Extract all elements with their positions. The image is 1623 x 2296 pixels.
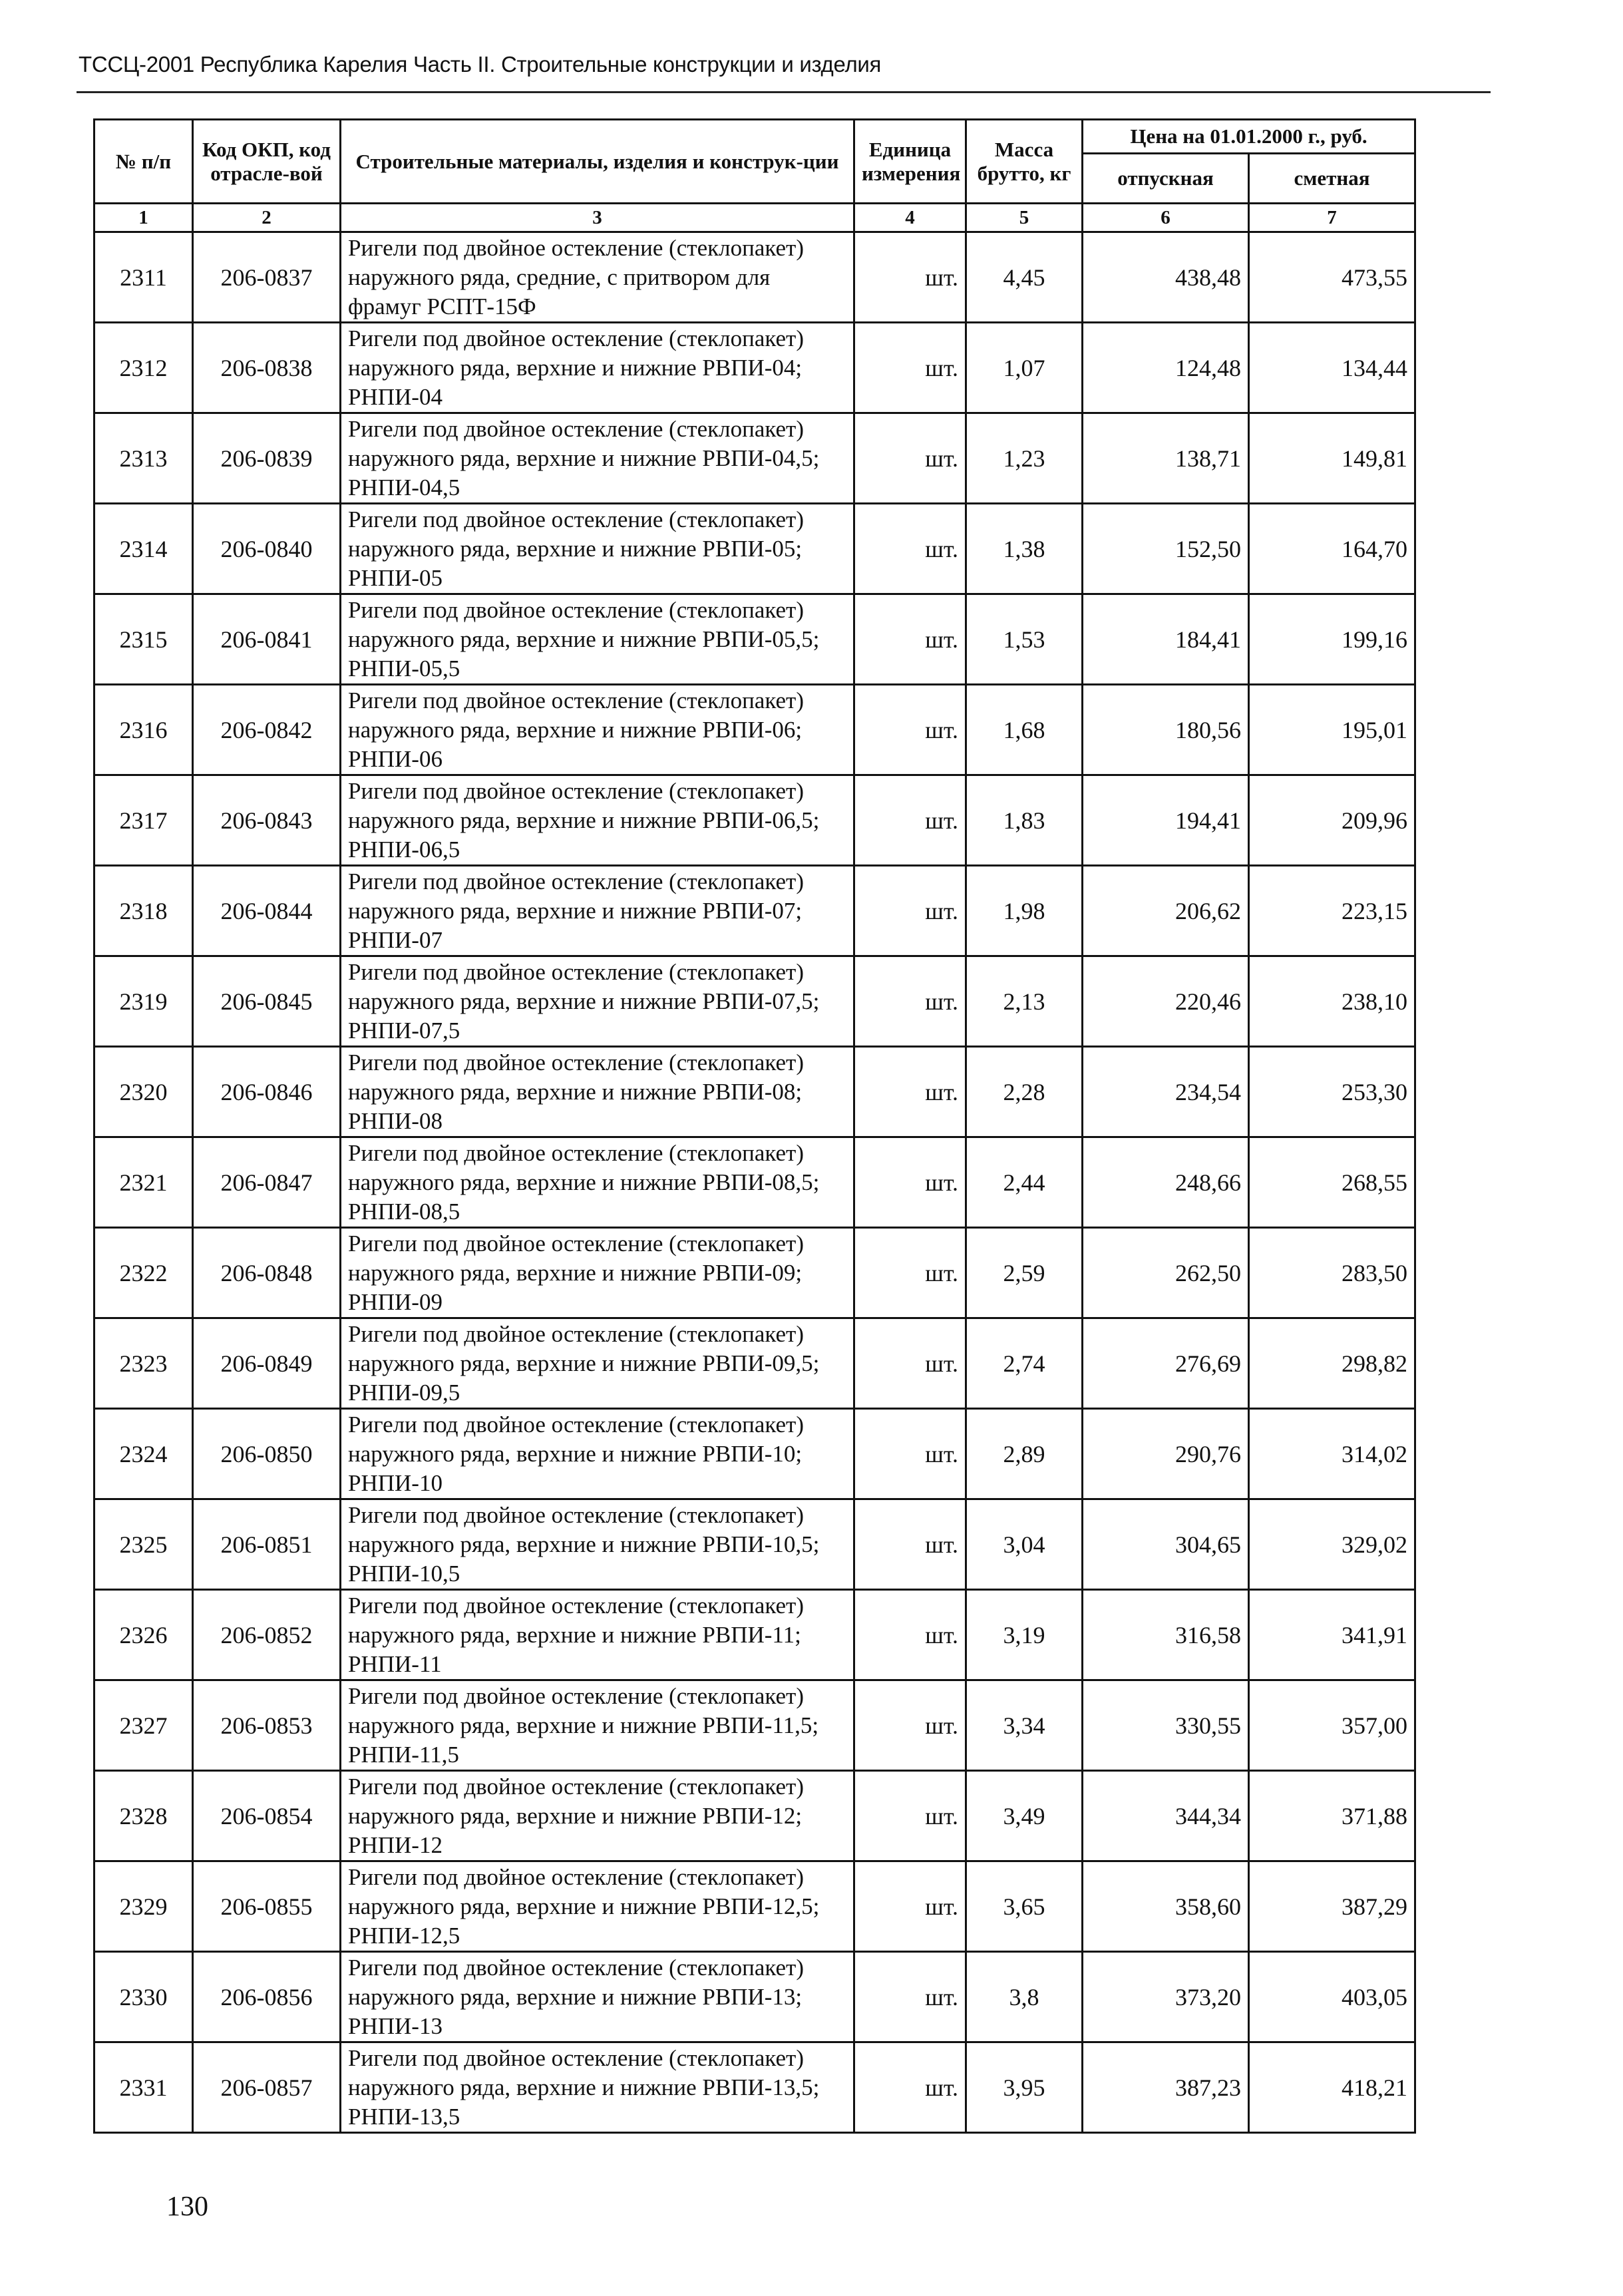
material-name-cell: Ригели под двойное остекление (стеклопакет) наружного ряда, верхние и нижние РВПИ-12; РНПИ-12 (341, 1771, 854, 1861)
material-name-cell: Ригели под двойное остекление (стеклопакет) наружного ряда, средние, с притвором для фрамуг РСПТ-15Ф (341, 232, 854, 323)
price-release-cell: 290,76 (1083, 1409, 1249, 1499)
okp-code-cell: 206-0848 (193, 1228, 341, 1318)
table-row (94, 1861, 1415, 1952)
material-name-cell: Ригели под двойное остекление (стеклопакет) наружного ряда, верхние и нижние РВПИ-10,5; РНПИ-10,5 (341, 1499, 854, 1590)
unit-of-measure-cell: шт. (854, 1952, 966, 2042)
column-header-unit: Единица измерения (854, 120, 966, 204)
price-estimate-cell: 164,70 (1249, 504, 1415, 594)
price-release-cell: 373,20 (1083, 1952, 1249, 2042)
table-row (94, 1409, 1415, 1499)
gross-mass-cell: 3,8 (966, 1952, 1083, 2042)
price-release-cell: 194,41 (1083, 775, 1249, 866)
unit-of-measure-cell: шт. (854, 1771, 966, 1861)
table-row (94, 504, 1415, 594)
price-estimate-cell: 195,01 (1249, 685, 1415, 775)
unit-of-measure-cell: шт. (854, 1047, 966, 1137)
gross-mass-cell: 1,07 (966, 323, 1083, 413)
okp-code-cell: 206-0844 (193, 866, 341, 956)
price-release-cell: 138,71 (1083, 413, 1249, 504)
table-row (94, 323, 1415, 413)
row-number-cell: 2321 (94, 1137, 193, 1228)
okp-code-cell: 206-0845 (193, 956, 341, 1047)
column-header-price-group: Цена на 01.01.2000 г., руб. (1083, 120, 1415, 154)
gross-mass-cell: 2,44 (966, 1137, 1083, 1228)
price-release-cell: 180,56 (1083, 685, 1249, 775)
row-number-cell: 2328 (94, 1771, 193, 1861)
table-row (94, 1318, 1415, 1409)
row-number-cell: 2320 (94, 1047, 193, 1137)
okp-code-cell: 206-0853 (193, 1680, 341, 1771)
price-estimate-cell: 314,02 (1249, 1409, 1415, 1499)
price-estimate-cell: 473,55 (1249, 232, 1415, 323)
price-release-cell: 358,60 (1083, 1861, 1249, 1952)
price-estimate-cell: 209,96 (1249, 775, 1415, 866)
row-number-cell: 2329 (94, 1861, 193, 1952)
material-name-cell: Ригели под двойное остекление (стеклопакет) наружного ряда, верхние и нижние РВПИ-11,5; РНПИ-11,5 (341, 1680, 854, 1771)
material-name-cell: Ригели под двойное остекление (стеклопакет) наружного ряда, верхние и нижние РВПИ-13; РНПИ-13 (341, 1952, 854, 2042)
unit-of-measure-cell: шт. (854, 323, 966, 413)
unit-of-measure-cell: шт. (854, 232, 966, 323)
okp-code-cell: 206-0838 (193, 323, 341, 413)
material-name-cell: Ригели под двойное остекление (стеклопакет) наружного ряда, верхние и нижние РВПИ-09; РНПИ-09 (341, 1228, 854, 1318)
material-name-cell: Ригели под двойное остекление (стеклопакет) наружного ряда, верхние и нижние РВПИ-05,5; РНПИ-05,5 (341, 594, 854, 685)
price-estimate-cell: 283,50 (1249, 1228, 1415, 1318)
material-name-cell: Ригели под двойное остекление (стеклопакет) наружного ряда, верхние и нижние РВПИ-06,5; РНПИ-06,5 (341, 775, 854, 866)
gross-mass-cell: 1,68 (966, 685, 1083, 775)
row-number-cell: 2311 (94, 232, 193, 323)
unit-of-measure-cell: шт. (854, 1318, 966, 1409)
price-estimate-cell: 268,55 (1249, 1137, 1415, 1228)
price-release-cell: 234,54 (1083, 1047, 1249, 1137)
unit-of-measure-cell: шт. (854, 1409, 966, 1499)
okp-code-cell: 206-0850 (193, 1409, 341, 1499)
table-row (94, 594, 1415, 685)
okp-code-cell: 206-0856 (193, 1952, 341, 2042)
price-estimate-cell: 199,16 (1249, 594, 1415, 685)
unit-of-measure-cell: шт. (854, 1228, 966, 1318)
unit-of-measure-cell: шт. (854, 956, 966, 1047)
gross-mass-cell: 2,89 (966, 1409, 1083, 1499)
unit-of-measure-cell: шт. (854, 685, 966, 775)
okp-code-cell: 206-0837 (193, 232, 341, 323)
price-table (93, 118, 1416, 2134)
price-release-cell: 304,65 (1083, 1499, 1249, 1590)
price-estimate-cell: 357,00 (1249, 1680, 1415, 1771)
price-estimate-cell: 149,81 (1249, 413, 1415, 504)
unit-of-measure-cell: шт. (854, 1590, 966, 1680)
gross-mass-cell: 3,49 (966, 1771, 1083, 1861)
row-number-cell: 2326 (94, 1590, 193, 1680)
row-number-cell: 2325 (94, 1499, 193, 1590)
price-estimate-cell: 371,88 (1249, 1771, 1415, 1861)
table-row (94, 685, 1415, 775)
okp-code-cell: 206-0839 (193, 413, 341, 504)
price-estimate-cell: 134,44 (1249, 323, 1415, 413)
table-row (94, 956, 1415, 1047)
unit-of-measure-cell: шт. (854, 594, 966, 685)
okp-code-cell: 206-0841 (193, 594, 341, 685)
table-row (94, 2042, 1415, 2133)
price-estimate-cell: 329,02 (1249, 1499, 1415, 1590)
column-number: 1 (94, 204, 193, 232)
gross-mass-cell: 2,13 (966, 956, 1083, 1047)
row-number-cell: 2318 (94, 866, 193, 956)
material-name-cell: Ригели под двойное остекление (стеклопакет) наружного ряда, верхние и нижние РВПИ-04,5; РНПИ-04,5 (341, 413, 854, 504)
gross-mass-cell: 3,65 (966, 1861, 1083, 1952)
unit-of-measure-cell: шт. (854, 1499, 966, 1590)
price-release-cell: 316,58 (1083, 1590, 1249, 1680)
material-name-cell: Ригели под двойное остекление (стеклопакет) наружного ряда, верхние и нижние РВПИ-12,5; РНПИ-12,5 (341, 1861, 854, 1952)
material-name-cell: Ригели под двойное остекление (стеклопакет) наружного ряда, верхние и нижние РВПИ-11; РНПИ-11 (341, 1590, 854, 1680)
price-estimate-cell: 253,30 (1249, 1047, 1415, 1137)
column-number: 5 (966, 204, 1083, 232)
table-row (94, 866, 1415, 956)
column-header-code: Код ОКП, код отрасле-вой (193, 120, 341, 204)
unit-of-measure-cell: шт. (854, 775, 966, 866)
material-name-cell: Ригели под двойное остекление (стеклопакет) наружного ряда, верхние и нижние РВПИ-08; РНПИ-08 (341, 1047, 854, 1137)
unit-of-measure-cell: шт. (854, 504, 966, 594)
price-release-cell: 387,23 (1083, 2042, 1249, 2133)
gross-mass-cell: 2,59 (966, 1228, 1083, 1318)
table-row (94, 1137, 1415, 1228)
okp-code-cell: 206-0847 (193, 1137, 341, 1228)
row-number-cell: 2312 (94, 323, 193, 413)
unit-of-measure-cell: шт. (854, 1137, 966, 1228)
material-name-cell: Ригели под двойное остекление (стеклопакет) наружного ряда, верхние и нижние РВПИ-07,5; РНПИ-07,5 (341, 956, 854, 1047)
gross-mass-cell: 2,74 (966, 1318, 1083, 1409)
row-number-cell: 2315 (94, 594, 193, 685)
price-estimate-cell: 387,29 (1249, 1861, 1415, 1952)
price-release-cell: 184,41 (1083, 594, 1249, 685)
price-estimate-cell: 223,15 (1249, 866, 1415, 956)
running-header: ТССЦ-2001 Республика Карелия Часть II. Строительные конструкции и изделия (79, 52, 882, 77)
price-release-cell: 124,48 (1083, 323, 1249, 413)
price-release-cell: 152,50 (1083, 504, 1249, 594)
unit-of-measure-cell: шт. (854, 1680, 966, 1771)
okp-code-cell: 206-0851 (193, 1499, 341, 1590)
table-row (94, 1590, 1415, 1680)
table-row (94, 413, 1415, 504)
price-estimate-cell: 238,10 (1249, 956, 1415, 1047)
row-number-cell: 2314 (94, 504, 193, 594)
unit-of-measure-cell: шт. (854, 866, 966, 956)
column-number: 3 (341, 204, 854, 232)
table-row (94, 775, 1415, 866)
material-name-cell: Ригели под двойное остекление (стеклопакет) наружного ряда, верхние и нижние РВПИ-05; РНПИ-05 (341, 504, 854, 594)
column-number: 2 (193, 204, 341, 232)
okp-code-cell: 206-0852 (193, 1590, 341, 1680)
column-header-name: Строительные материалы, изделия и конструк-ции (341, 120, 854, 204)
gross-mass-cell: 1,83 (966, 775, 1083, 866)
column-number: 6 (1083, 204, 1249, 232)
material-name-cell: Ригели под двойное остекление (стеклопакет) наружного ряда, верхние и нижние РВПИ-06; РНПИ-06 (341, 685, 854, 775)
row-number-cell: 2313 (94, 413, 193, 504)
table-row (94, 1228, 1415, 1318)
unit-of-measure-cell: шт. (854, 1861, 966, 1952)
table-row (94, 1680, 1415, 1771)
price-release-cell: 248,66 (1083, 1137, 1249, 1228)
gross-mass-cell: 3,19 (966, 1590, 1083, 1680)
row-number-cell: 2322 (94, 1228, 193, 1318)
row-number-cell: 2316 (94, 685, 193, 775)
gross-mass-cell: 3,34 (966, 1680, 1083, 1771)
price-release-cell: 262,50 (1083, 1228, 1249, 1318)
okp-code-cell: 206-0846 (193, 1047, 341, 1137)
gross-mass-cell: 1,23 (966, 413, 1083, 504)
material-name-cell: Ригели под двойное остекление (стеклопакет) наружного ряда, верхние и нижние РВПИ-07; РНПИ-07 (341, 866, 854, 956)
row-number-cell: 2317 (94, 775, 193, 866)
page-number: 130 (166, 2192, 208, 2222)
okp-code-cell: 206-0842 (193, 685, 341, 775)
table-body (94, 232, 1415, 2133)
header-divider (77, 91, 1491, 93)
price-release-cell: 206,62 (1083, 866, 1249, 956)
gross-mass-cell: 1,53 (966, 594, 1083, 685)
price-release-cell: 438,48 (1083, 232, 1249, 323)
gross-mass-cell: 1,98 (966, 866, 1083, 956)
column-header-price-release: отпускная (1083, 154, 1249, 204)
unit-of-measure-cell: шт. (854, 2042, 966, 2133)
column-number: 7 (1249, 204, 1415, 232)
price-estimate-cell: 298,82 (1249, 1318, 1415, 1409)
material-name-cell: Ригели под двойное остекление (стеклопакет) наружного ряда, верхние и нижние РВПИ-08,5; РНПИ-08,5 (341, 1137, 854, 1228)
unit-of-measure-cell: шт. (854, 413, 966, 504)
gross-mass-cell: 3,04 (966, 1499, 1083, 1590)
price-release-cell: 344,34 (1083, 1771, 1249, 1861)
row-number-cell: 2327 (94, 1680, 193, 1771)
column-header-num: № п/п (94, 120, 193, 204)
okp-code-cell: 206-0857 (193, 2042, 341, 2133)
table-row (94, 1952, 1415, 2042)
table-row (94, 1499, 1415, 1590)
table-row (94, 1047, 1415, 1137)
column-number: 4 (854, 204, 966, 232)
row-number-cell: 2331 (94, 2042, 193, 2133)
gross-mass-cell: 2,28 (966, 1047, 1083, 1137)
gross-mass-cell: 4,45 (966, 232, 1083, 323)
okp-code-cell: 206-0840 (193, 504, 341, 594)
row-number-cell: 2319 (94, 956, 193, 1047)
material-name-cell: Ригели под двойное остекление (стеклопакет) наружного ряда, верхние и нижние РВПИ-10; РНПИ-10 (341, 1409, 854, 1499)
okp-code-cell: 206-0843 (193, 775, 341, 866)
table-header (94, 120, 1415, 232)
price-estimate-cell: 341,91 (1249, 1590, 1415, 1680)
price-release-cell: 330,55 (1083, 1680, 1249, 1771)
price-estimate-cell: 403,05 (1249, 1952, 1415, 2042)
material-name-cell: Ригели под двойное остекление (стеклопакет) наружного ряда, верхние и нижние РВПИ-09,5; РНПИ-09,5 (341, 1318, 854, 1409)
price-release-cell: 276,69 (1083, 1318, 1249, 1409)
row-number-cell: 2324 (94, 1409, 193, 1499)
table-row (94, 1771, 1415, 1861)
okp-code-cell: 206-0849 (193, 1318, 341, 1409)
okp-code-cell: 206-0854 (193, 1771, 341, 1861)
gross-mass-cell: 3,95 (966, 2042, 1083, 2133)
price-release-cell: 220,46 (1083, 956, 1249, 1047)
okp-code-cell: 206-0855 (193, 1861, 341, 1952)
gross-mass-cell: 1,38 (966, 504, 1083, 594)
table-row (94, 232, 1415, 323)
row-number-cell: 2323 (94, 1318, 193, 1409)
material-name-cell: Ригели под двойное остекление (стеклопакет) наружного ряда, верхние и нижние РВПИ-04; РНПИ-04 (341, 323, 854, 413)
material-name-cell: Ригели под двойное остекление (стеклопакет) наружного ряда, верхние и нижние РВПИ-13,5; РНПИ-13,5 (341, 2042, 854, 2133)
row-number-cell: 2330 (94, 1952, 193, 2042)
column-header-mass: Масса брутто, кг (966, 120, 1083, 204)
column-header-price-estimate: сметная (1249, 154, 1415, 204)
price-estimate-cell: 418,21 (1249, 2042, 1415, 2133)
